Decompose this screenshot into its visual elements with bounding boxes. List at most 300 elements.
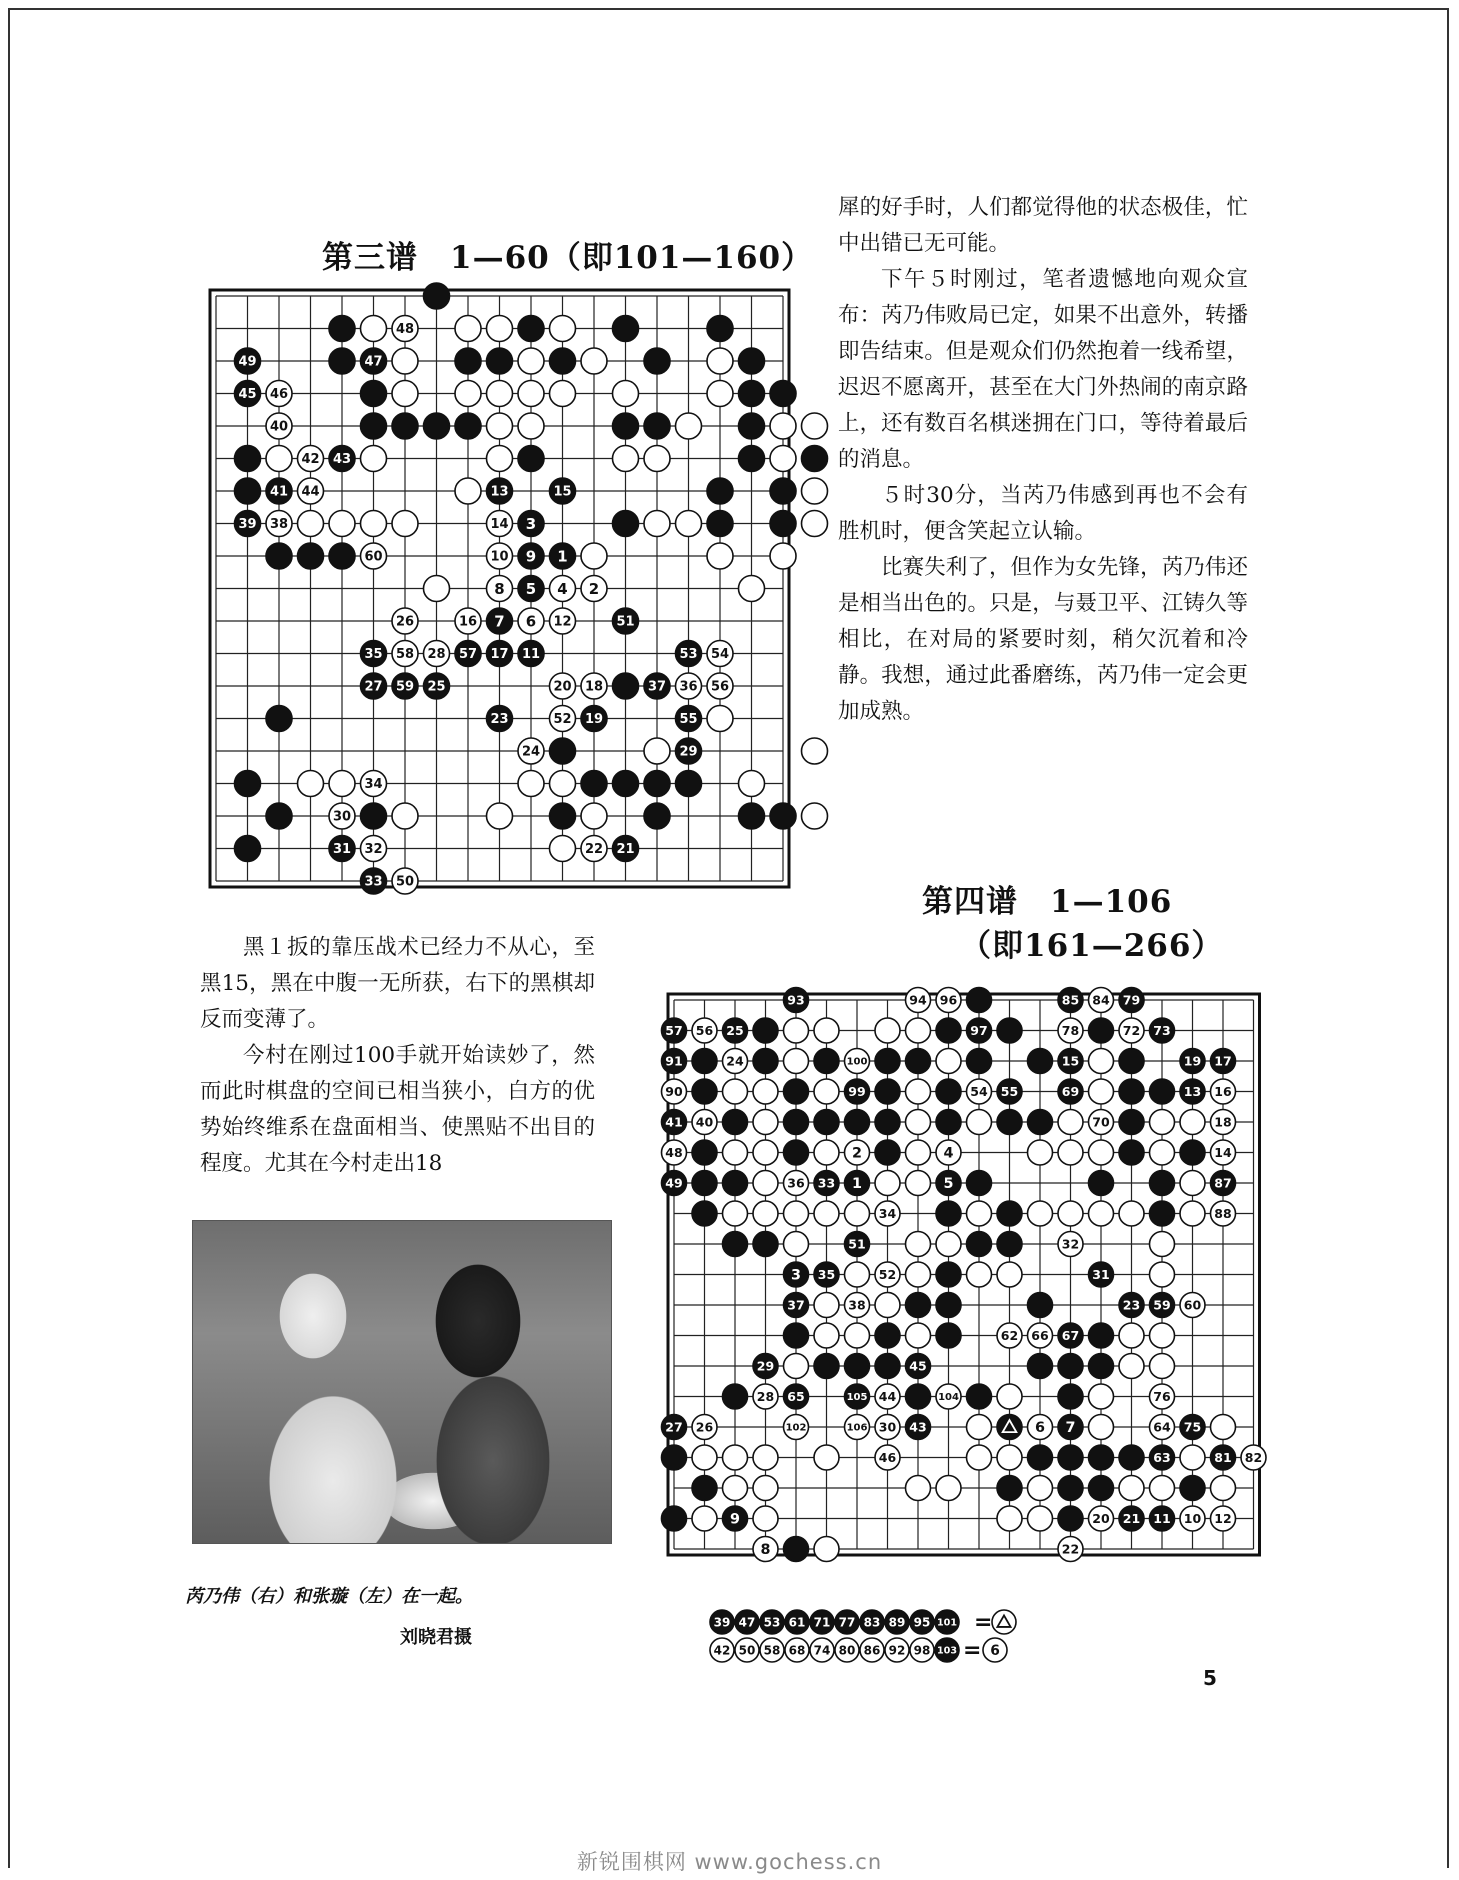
diagram4-stone xyxy=(936,1476,961,1501)
diagram4-stone xyxy=(1150,1018,1175,1043)
stone-label: 17 xyxy=(1214,1053,1232,1069)
diagram4-stone xyxy=(936,1323,961,1348)
stone-label: 13 xyxy=(490,484,509,500)
diagram4-stone xyxy=(1089,1079,1114,1104)
stone-label: 4 xyxy=(943,1145,954,1162)
stone-label: 2 xyxy=(588,579,600,598)
stone-label: 51 xyxy=(848,1236,866,1252)
stone-label: 76 xyxy=(1153,1389,1171,1404)
stone-label: 60 xyxy=(364,549,383,565)
diagram3-stone xyxy=(550,478,576,504)
diagram4-stone xyxy=(906,1110,931,1135)
stone-label: 3 xyxy=(525,514,537,533)
diagram3-stone xyxy=(487,381,513,407)
diagram3-stone xyxy=(266,413,292,439)
diagram4-stone xyxy=(845,1201,870,1226)
diagram4-stone xyxy=(997,1079,1022,1104)
diagram3-stone xyxy=(361,413,387,439)
note-stone xyxy=(810,1638,834,1662)
diagram3-title: 第三谱 1—60（即101—160） xyxy=(322,240,814,276)
diagram4-stone xyxy=(1119,1445,1144,1470)
stone-label: 90 xyxy=(665,1084,683,1099)
diagram3-stone xyxy=(644,673,670,699)
diagram3-stone xyxy=(739,413,765,439)
stone-label: 45 xyxy=(238,387,257,403)
diagram4-stone xyxy=(723,1201,748,1226)
diagram4-stone xyxy=(784,1293,809,1318)
diagram3-stone xyxy=(707,543,733,569)
stone-label: 42 xyxy=(713,1643,731,1658)
stone-label: 19 xyxy=(1183,1053,1202,1069)
diagram3-stone xyxy=(298,478,324,504)
diagram4-stone xyxy=(906,1079,931,1104)
watermark: 新锐围棋网 www.gochess.cn xyxy=(576,1850,883,1874)
diagram4-stone xyxy=(936,1049,961,1074)
diagram3-stone xyxy=(550,543,576,569)
diagram4-stone xyxy=(1150,1110,1175,1135)
stone-label: 60 xyxy=(1183,1297,1202,1313)
diagram3-stone xyxy=(518,446,544,472)
stone-label: 5 xyxy=(525,579,537,598)
diagram4-stone xyxy=(1119,1018,1144,1043)
diagram4-stone xyxy=(1119,1293,1144,1318)
diagram3-stone xyxy=(613,836,639,862)
diagram4-stone xyxy=(1119,1079,1144,1104)
stone-label: 11 xyxy=(521,647,541,663)
equals-sign: = xyxy=(974,1610,993,1635)
stone-label: 78 xyxy=(1061,1023,1080,1038)
diagram4-stone xyxy=(967,1049,992,1074)
diagram3-stone xyxy=(329,446,355,472)
diagram4-stone xyxy=(997,1384,1022,1409)
diagram4-stone xyxy=(906,1476,931,1501)
stone-label: 16 xyxy=(1214,1084,1232,1099)
diagram4-stone xyxy=(662,1415,687,1440)
diagram3-stone xyxy=(361,836,387,862)
diagram4-stone xyxy=(662,1018,687,1043)
diagram3-stone xyxy=(581,543,607,569)
stone-label: 43 xyxy=(909,1419,927,1435)
stone-label: 57 xyxy=(665,1023,683,1038)
diagram4-stone xyxy=(845,1262,870,1287)
diagram3-stone xyxy=(707,381,733,407)
stone-label: 55 xyxy=(679,712,698,728)
diagram4-stone xyxy=(1211,1506,1236,1531)
note-stone xyxy=(785,1610,809,1634)
diagram3-stone xyxy=(518,348,544,374)
diagram4-stone xyxy=(784,1384,809,1409)
diagram4-stone xyxy=(1089,1018,1114,1043)
diagram4-stone xyxy=(997,1323,1022,1348)
diagram4-stone xyxy=(875,1079,900,1104)
diagram4-stone xyxy=(845,1171,870,1196)
stone-label: 47 xyxy=(738,1615,756,1630)
diagram4-stone xyxy=(875,1201,900,1226)
diagram3-stone xyxy=(676,738,702,764)
diagram4-stone xyxy=(967,1415,992,1440)
diagram4-stone xyxy=(814,1445,839,1470)
diagram4-stone xyxy=(1028,1140,1053,1165)
diagram3-stone xyxy=(518,543,544,569)
diagram4-stone xyxy=(1089,1415,1114,1440)
note-stone xyxy=(910,1638,934,1662)
note-stone xyxy=(835,1610,859,1634)
stone-label: 80 xyxy=(838,1643,856,1658)
diagram4-stone xyxy=(1089,1049,1114,1074)
diagram4-stone xyxy=(967,1384,992,1409)
stone-label: 67 xyxy=(1061,1328,1080,1343)
diagram3-stone xyxy=(424,283,450,309)
diagram4-stone xyxy=(1150,1384,1175,1409)
stone-label: 31 xyxy=(332,842,352,858)
stone-label: 8 xyxy=(760,1542,771,1559)
diagram3-stone xyxy=(676,706,702,732)
diagram3-stone xyxy=(707,478,733,504)
diagram4-stone xyxy=(692,1506,717,1531)
stone-label: 73 xyxy=(1153,1023,1171,1038)
stone-label: 1 xyxy=(557,547,568,566)
diagram4-stone xyxy=(753,1354,778,1379)
diagram3-stone xyxy=(550,348,576,374)
diagram4-stone xyxy=(753,1171,778,1196)
diagram4-stone xyxy=(1150,1415,1175,1440)
diagram4-stone xyxy=(692,1476,717,1501)
stone-label: 59 xyxy=(395,679,415,695)
stone-label: 4 xyxy=(557,579,568,598)
stone-label: 48 xyxy=(665,1145,683,1160)
diagram4-stone xyxy=(1028,1110,1053,1135)
right-paragraph-2: 下午５时刚过，笔者遗憾地向观众宣布：芮乃伟败局已定，如果不出意外，转播即告结束。但是观众们仍然抱着一线希望，迟迟不愿离开，甚至在大门外热闹的南京路上，还有数百名棋迷拥在门口，等待着最后的消息。 xyxy=(838,267,1248,472)
stone-label: 42 xyxy=(301,452,320,468)
diagram3-stone xyxy=(739,771,765,797)
diagram4-stone xyxy=(1150,1323,1175,1348)
diagram4-stone xyxy=(1089,1506,1114,1531)
diagram4-stone xyxy=(1028,1049,1053,1074)
diagram4-stone xyxy=(784,1079,809,1104)
diagram4-stone xyxy=(845,1415,870,1440)
page-number: 5 xyxy=(1203,1666,1217,1690)
stone-label: 50 xyxy=(395,874,415,890)
diagram3-stone xyxy=(361,348,387,374)
diagram3-stone xyxy=(739,348,765,374)
diagram4-stone xyxy=(814,1079,839,1104)
diagram4-stone xyxy=(1211,1201,1236,1226)
diagram3-stone xyxy=(802,738,828,764)
diagram3-stone xyxy=(361,673,387,699)
stone-label: 59 xyxy=(1153,1297,1171,1313)
stone-label: 54 xyxy=(710,647,730,663)
diagram3-stone xyxy=(676,413,702,439)
diagram3-stone xyxy=(581,576,607,602)
stone-label: 39 xyxy=(238,517,257,533)
diagram4-stone xyxy=(967,1171,992,1196)
diagram3-stone xyxy=(644,446,670,472)
diagram4-stone xyxy=(875,1323,900,1348)
stone-label: 28 xyxy=(756,1389,775,1404)
stone-label: 63 xyxy=(1153,1450,1171,1465)
stone-label: 45 xyxy=(909,1358,927,1374)
diagram3-stone xyxy=(644,738,670,764)
diagram3-stone xyxy=(266,478,292,504)
diagram4-stone xyxy=(967,988,992,1013)
diagram4-stone xyxy=(967,1110,992,1135)
stone-label: 58 xyxy=(395,647,415,663)
stone-label: 23 xyxy=(1122,1297,1141,1313)
diagram4-stone xyxy=(906,1232,931,1257)
note-stone xyxy=(983,1638,1007,1662)
diagram3-stone xyxy=(235,478,261,504)
diagram3-stone xyxy=(329,511,355,537)
diagram4-stone xyxy=(906,1140,931,1165)
diagram4-stone xyxy=(1180,1079,1205,1104)
stone-label: 41 xyxy=(665,1114,683,1130)
diagram4-stone xyxy=(662,1110,687,1135)
stone-label: 68 xyxy=(788,1643,806,1658)
diagram3-stone xyxy=(550,738,576,764)
stone-label: 83 xyxy=(863,1615,881,1630)
stone-label: 26 xyxy=(395,614,415,630)
diagram3-stone xyxy=(424,673,450,699)
stone-label: 47 xyxy=(364,354,383,370)
diagram4-stone xyxy=(875,1293,900,1318)
stone-label: 40 xyxy=(695,1114,714,1130)
diagram4-stone xyxy=(1058,1140,1083,1165)
stone-label: 30 xyxy=(332,809,352,825)
diagram4-stone xyxy=(692,1018,717,1043)
diagram4-stone xyxy=(1089,1323,1114,1348)
diagram4-stone xyxy=(692,1445,717,1470)
stone-label: 37 xyxy=(787,1297,805,1313)
diagram4-stone xyxy=(936,1293,961,1318)
stone-label: 52 xyxy=(878,1267,897,1282)
diagram4-stone xyxy=(936,1140,961,1165)
diagram3-stone xyxy=(487,348,513,374)
diagram4-stone xyxy=(814,1293,839,1318)
stone-label: 7 xyxy=(494,612,505,631)
diagram3-stone xyxy=(802,478,828,504)
diagram3-stone xyxy=(424,641,450,667)
diagram3-stone xyxy=(676,641,702,667)
diagram4-stone xyxy=(936,1201,961,1226)
diagram4-stone xyxy=(753,1110,778,1135)
stone-label: 16 xyxy=(458,614,478,630)
stone-label: 6 xyxy=(1035,1420,1045,1437)
diagram3-stone xyxy=(298,771,324,797)
stone-label: 77 xyxy=(838,1615,856,1630)
diagram3-stone xyxy=(392,608,418,634)
stone-label: 54 xyxy=(970,1084,988,1099)
diagram3-stone xyxy=(581,771,607,797)
note-stone xyxy=(935,1638,959,1662)
diagram4-stone xyxy=(692,1110,717,1135)
diagram4-stone xyxy=(845,1079,870,1104)
stone-label: 97 xyxy=(970,1023,988,1038)
diagram4-stone xyxy=(1089,1201,1114,1226)
stone-label: 81 xyxy=(1214,1450,1232,1465)
diagram3-stone xyxy=(266,446,292,472)
diagram4-stone xyxy=(753,1476,778,1501)
stone-label: 70 xyxy=(1092,1114,1110,1130)
diagram4-stone xyxy=(753,1049,778,1074)
diagram3-stone xyxy=(644,413,670,439)
stone-label: 26 xyxy=(695,1419,714,1435)
diagram3-stone xyxy=(613,446,639,472)
stone-label: 12 xyxy=(1214,1511,1232,1526)
diagram4-stone xyxy=(784,1323,809,1348)
diagram3-stone xyxy=(392,348,418,374)
diagram4-stone xyxy=(1180,1171,1205,1196)
diagram4-stone xyxy=(997,1476,1022,1501)
diagram4-stone xyxy=(1180,1476,1205,1501)
diagram4-stone xyxy=(1119,1506,1144,1531)
diagram4-stone xyxy=(906,1354,931,1379)
diagram4-stone xyxy=(753,1079,778,1104)
stone-label: 101 xyxy=(936,1617,958,1629)
diagram4-stone xyxy=(1150,1232,1175,1257)
diagram4-stone xyxy=(814,1537,839,1562)
diagram4-stone xyxy=(1028,1415,1053,1440)
diagram4-stone xyxy=(753,1232,778,1257)
diagram4-stone xyxy=(1150,1171,1175,1196)
diagram4-stone xyxy=(753,1537,778,1562)
diagram4-stone xyxy=(1180,1445,1205,1470)
diagram4-stone xyxy=(1058,1506,1083,1531)
stone-label: 44 xyxy=(878,1389,897,1404)
diagram3-stone xyxy=(298,446,324,472)
note-stone xyxy=(992,1610,1016,1634)
diagram4-stone xyxy=(845,1110,870,1135)
stone-label: 41 xyxy=(269,484,289,500)
diagram4-stone xyxy=(1211,1171,1236,1196)
note-stone xyxy=(810,1610,834,1634)
stone-label: 19 xyxy=(584,712,604,728)
stone-label: 29 xyxy=(679,744,698,760)
diagram4-stone xyxy=(814,1110,839,1135)
stone-label: 93 xyxy=(787,992,805,1008)
diagram4-stone xyxy=(936,1018,961,1043)
stone-label: 8 xyxy=(494,579,505,598)
diagram4-stone xyxy=(997,1415,1022,1440)
note-stone xyxy=(710,1610,734,1634)
stone-label: 22 xyxy=(1061,1541,1080,1557)
diagram3-stone xyxy=(518,381,544,407)
right-paragraph-3: ５时30分，当芮乃伟感到再也不会有胜机时，便含笑起立认输。 xyxy=(838,483,1248,544)
diagram3-stone xyxy=(487,511,513,537)
diagram3-stone xyxy=(361,641,387,667)
diagram3-stone xyxy=(550,576,576,602)
stone-label: 75 xyxy=(1183,1419,1202,1435)
diagram3-stone xyxy=(739,446,765,472)
diagram4-stone xyxy=(692,1171,717,1196)
diagram4-stone xyxy=(784,1171,809,1196)
diagram3-stone xyxy=(707,706,733,732)
stone-label: 20 xyxy=(1092,1511,1110,1526)
diagram3-stone xyxy=(487,446,513,472)
diagram4-stone xyxy=(723,1476,748,1501)
diagram4-stone xyxy=(845,1384,870,1409)
diagram4-stone xyxy=(906,1323,931,1348)
diagram4-stone xyxy=(1119,1201,1144,1226)
left-paragraph-2: 今村在刚过100手就开始读妙了，然而此时棋盘的空间已相当狭小，白方的优势始终维系在盘面相当、使黑贴不出目的程度。尤其在今村走出18 xyxy=(200,1043,595,1176)
note-stone xyxy=(910,1610,934,1634)
stone-label: 71 xyxy=(813,1615,831,1630)
diagram3-stone xyxy=(392,673,418,699)
diagram3-stone xyxy=(266,381,292,407)
diagram4-stone xyxy=(1089,1171,1114,1196)
diagram3-stone xyxy=(802,511,828,537)
diagram4-stone xyxy=(723,1110,748,1135)
diagram3-stone xyxy=(329,836,355,862)
diagram3-stone xyxy=(550,608,576,634)
diagram4-stone xyxy=(1058,1476,1083,1501)
stone-label: 74 xyxy=(813,1643,831,1658)
diagram4-stone xyxy=(692,1415,717,1440)
stone-label: 35 xyxy=(817,1267,836,1282)
right-column-text xyxy=(838,190,1248,730)
diagram3-stone xyxy=(613,608,639,634)
diagram4-stone xyxy=(662,1140,687,1165)
diagram3-stone xyxy=(361,771,387,797)
diagram4-stone xyxy=(1180,1293,1205,1318)
stone-label: 44 xyxy=(301,484,320,500)
diagram4-stone xyxy=(753,1018,778,1043)
note-stone xyxy=(935,1610,959,1634)
diagram3-stone xyxy=(802,413,828,439)
diagram4-stone xyxy=(814,1354,839,1379)
diagram4-stone xyxy=(1180,1201,1205,1226)
diagram4-stone xyxy=(1089,1384,1114,1409)
diagram3-stone xyxy=(644,348,670,374)
diagram3-stone xyxy=(518,511,544,537)
stone-label: 94 xyxy=(909,992,927,1008)
diagram3-stone xyxy=(329,348,355,374)
stone-label: 33 xyxy=(817,1175,836,1191)
diagram3-stone xyxy=(392,641,418,667)
diagram3-stone xyxy=(298,543,324,569)
stone-label: 85 xyxy=(1061,992,1080,1008)
note-stone xyxy=(760,1638,784,1662)
note-stone xyxy=(735,1638,759,1662)
diagram4-stone xyxy=(936,1384,961,1409)
diagram3-stone xyxy=(644,511,670,537)
diagram3-stone xyxy=(581,803,607,829)
diagram3-stone xyxy=(455,381,481,407)
diagram3-stone xyxy=(424,576,450,602)
diagram4-stone xyxy=(1089,1110,1114,1135)
diagram4-stone xyxy=(997,1232,1022,1257)
diagram3-stone xyxy=(770,413,796,439)
diagram3-stone xyxy=(235,446,261,472)
diagram3-stone xyxy=(235,381,261,407)
stone-label: 27 xyxy=(665,1419,683,1435)
diagram4-stone xyxy=(845,1354,870,1379)
diagram4-stone xyxy=(1028,1445,1053,1470)
diagram3-stone xyxy=(550,771,576,797)
diagram3-stone xyxy=(487,803,513,829)
diagram4-stone xyxy=(1211,1445,1236,1470)
diagram4-stone xyxy=(1211,1476,1236,1501)
stone-label: 58 xyxy=(763,1643,781,1658)
diagram3-stone xyxy=(676,673,702,699)
stone-label: 66 xyxy=(1031,1328,1049,1343)
diagram3-stone xyxy=(329,803,355,829)
diagram4-stone xyxy=(1150,1476,1175,1501)
stone-label: 39 xyxy=(713,1615,731,1630)
diagram4-stone xyxy=(1119,1049,1144,1074)
diagram4-stone xyxy=(1180,1110,1205,1135)
stone-label: 84 xyxy=(1092,992,1110,1008)
diagram3-stone xyxy=(361,868,387,894)
